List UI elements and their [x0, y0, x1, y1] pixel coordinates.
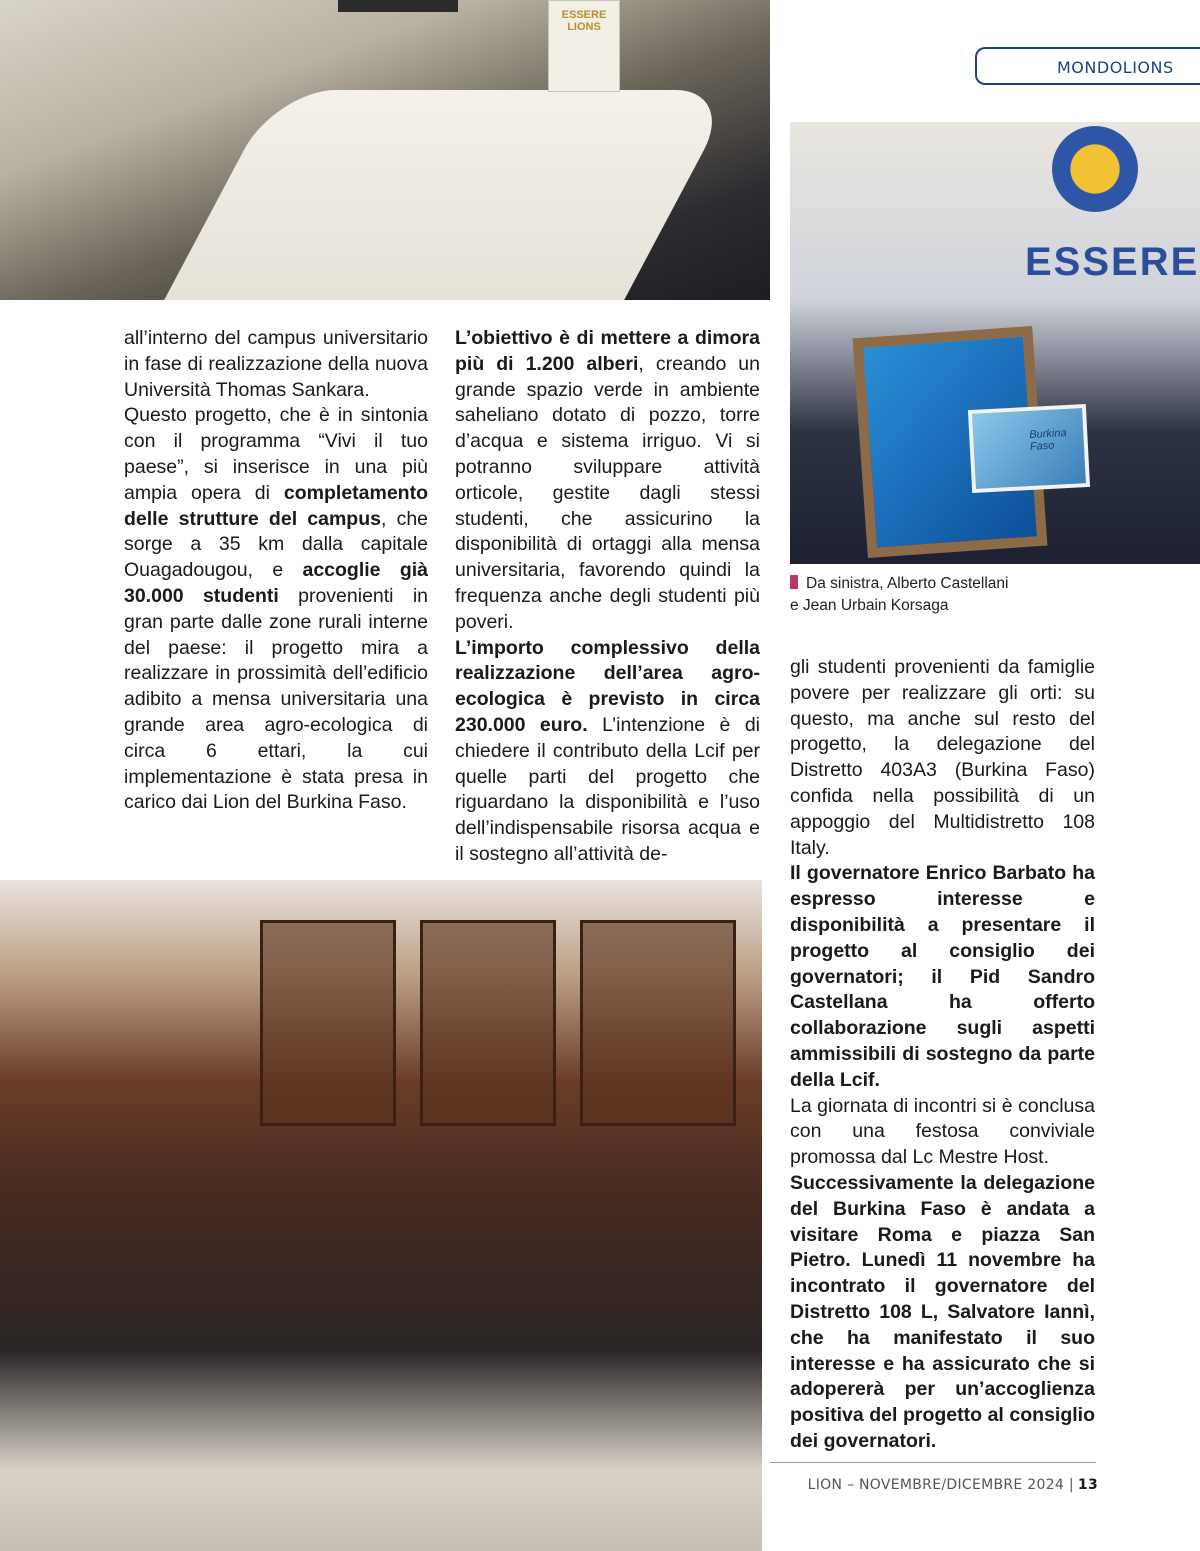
- conference-table: [164, 90, 736, 300]
- caption-marker: [790, 575, 798, 589]
- wood-panel: [580, 920, 736, 1126]
- paragraph: all’interno del campus universitario in fase di realizzazione della nuova Università Thomas Sankara.: [124, 327, 428, 401]
- section-header-tab: [975, 47, 1200, 85]
- paragraph: [124, 403, 428, 816]
- footer-divider: [770, 1462, 1096, 1463]
- wood-panel: [420, 920, 556, 1126]
- portrait-photo: [790, 122, 1200, 564]
- wood-panel: [260, 920, 396, 1126]
- issue-label: LION – NOVEMBRE/DICEMBRE 2024 |: [807, 1477, 1074, 1493]
- text-run: Questo progetto, che è in sintonia con il programma “Vivi il tuo paese”, si inserisce in una più ampia opera di: [124, 404, 428, 504]
- banner-text: ESSERE LIONS: [561, 9, 607, 33]
- text-run: , creando un grande spazio verde in ambiente saheliano dotato di pozzo, torre d’acqua e sistema irriguo. Vi si potranno sviluppare attività orticole, gestite dagli stessi studenti, che assicurino la disponibilità di ortaggi alla mensa universitaria, favorendo quindi la frequenza anche degli studenti più poveri.: [455, 352, 760, 633]
- section-title: MONDOLIONS: [1057, 58, 1174, 77]
- text-run: , che sorge a 35 km dalla capitale Ouagadougou, e: [124, 507, 429, 582]
- paragraph: [790, 1171, 1095, 1455]
- bold-run: L’importo complessivo della realizzazione dell’area agro-ecologica è previsto in circa 230.000 euro.: [455, 636, 760, 736]
- article-column-2: [455, 326, 760, 868]
- page-number: 13: [1077, 1477, 1098, 1493]
- bold-run: Il governatore Enrico Barbato ha espresso interesse e disponibilità a presentare il progetto al consiglio dei governatori; il Pid Sandro Castellana ha offerto collaborazione sugli aspetti ammissibili di sostegno da parte della Lcif.: [790, 862, 1095, 1091]
- bold-run: Successivamente la delegazione del Burkina Faso è andata a visitare Roma e piazza San Pietro. Lunedì 11 novembre ha incontrato il governatore del Distretto 108 L, Salvatore Iannì, che ha manifestato il suo interesse e ha assicurato che si adopererà per un’accoglienza positiva del progetto al consiglio dei governatori.: [790, 1171, 1095, 1452]
- tv-screen: [338, 0, 458, 12]
- wall-text: ESSERE: [1025, 240, 1200, 284]
- article-column-3: [790, 655, 1095, 1455]
- bold-run: completamento delle strutture del campus: [124, 481, 428, 530]
- page-footer: [808, 1477, 1098, 1493]
- book-title: Burkina Faso: [1028, 427, 1067, 453]
- paragraph: [455, 326, 760, 636]
- caption-line-1: Da sinistra, Alberto Castellani: [806, 575, 1009, 592]
- meeting-photo: [0, 0, 770, 300]
- essere-lions-banner: [548, 0, 620, 92]
- article-column-1: [124, 326, 428, 816]
- paragraph: La giornata di incontri si è conclusa con una festosa conviviale promossa dal Lc Mestre Host.: [790, 1094, 1095, 1169]
- group-photo: [0, 880, 762, 1551]
- paragraph: [455, 636, 760, 868]
- lions-logo: [1052, 126, 1138, 212]
- bold-run: L’obiettivo è di mettere a dimora più di 1.200 alberi: [455, 327, 760, 375]
- text-run: L’intenzione è di chiedere il contributo della Lcif per quelle parti del progetto che riguardano la disponibilità e l’uso dell’indispensabile risorsa acqua e il sostegno all’attività de-: [455, 713, 760, 865]
- burkina-faso-book: [968, 404, 1090, 493]
- bold-run: accoglie già 30.000 studenti: [124, 559, 428, 607]
- photo-caption: [790, 573, 1110, 617]
- text-run: provenienti in gran parte dalle zone rurali interne del paese: il progetto mira a realizzare in prossimità dell’edificio adibito a mensa universitaria una grande area agro-ecologica di circa 6 ettari, la cui implementazione è stata presa in carico dai Lion del Burkina Faso.: [124, 584, 428, 814]
- paragraph: gli studenti provenienti da famiglie povere per realizzare gli orti: su questo, ma anche sul resto del progetto, la delegazione del Distretto 403A3 (Burkina Faso) confida nella possibilità di un appoggio del Multidistretto 108 Italy.: [790, 656, 1095, 859]
- caption-line-2: e Jean Urbain Korsaga: [790, 597, 949, 614]
- paragraph: [790, 861, 1095, 1093]
